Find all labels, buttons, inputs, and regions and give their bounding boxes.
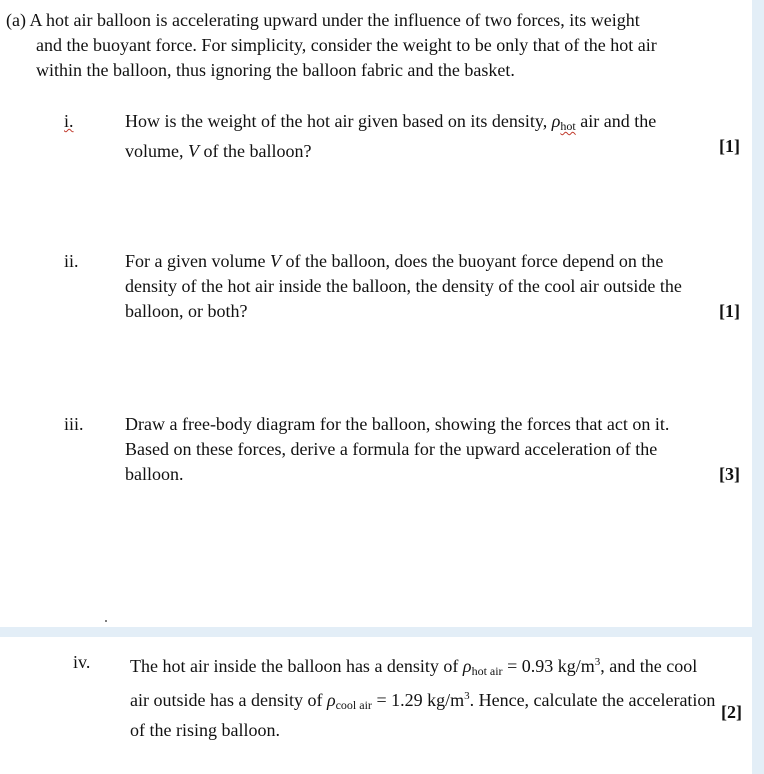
hot-air-subscript: hot air	[471, 664, 503, 678]
rho-symbol: ρ	[462, 656, 472, 676]
question-body	[130, 650, 746, 743]
question-number: iv.	[73, 652, 91, 672]
question-line: balloon.	[125, 464, 184, 484]
question-line: How is the weight of the hot air given based on its density, $\rho_{hot}$ air and the	[125, 111, 657, 133]
question-line: Based on these forces, derive a formula for the upward acceleration of the	[125, 439, 658, 459]
question-line: Draw a free-body diagram for the balloon, showing the forces that act on it.	[125, 414, 670, 434]
question-line: air outside has a density of $\rho_{cool air} = 1.29$ $kg/m^3$. Hence, calculate the acceleration	[130, 690, 716, 712]
marks-label: [1]	[719, 136, 740, 156]
volume-symbol: V	[269, 251, 281, 271]
intro-line: within the balloon, thus ignoring the balloon fabric and the basket.	[36, 60, 515, 80]
marks-label: [3]	[719, 464, 740, 484]
question-intro	[6, 8, 736, 83]
question-body	[125, 249, 744, 324]
marks-label: [1]	[719, 301, 740, 321]
stray-dot	[105, 620, 107, 622]
question-number: ii.	[64, 251, 79, 271]
volume-symbol: V	[188, 141, 199, 161]
question-line: of the rising balloon.	[130, 720, 280, 740]
question-number: iii.	[64, 414, 84, 434]
intro-line: (a) A hot air balloon is accelerating upward under the influence of two forces, its weight	[6, 10, 640, 30]
intro-line: and the buoyant force. For simplicity, consider the weight to be only that of the hot air	[36, 35, 657, 55]
rho-symbol: ρ	[326, 690, 336, 710]
cubic-exponent: 3	[594, 656, 601, 668]
question-body	[125, 109, 744, 164]
cubic-exponent: 3	[464, 690, 470, 702]
cool-air-subscript: cool air	[335, 698, 372, 712]
question-line: density of the hot air inside the balloon, the density of the cool air outside the	[125, 276, 682, 296]
hot-subscript: hot	[560, 119, 576, 133]
marks-label: [2]	[721, 702, 742, 722]
question-line: For a given volume V of the balloon, does the buoyant force depend on the	[125, 251, 664, 271]
rho-symbol: ρ	[551, 111, 561, 131]
question-body	[125, 412, 744, 487]
question-number: i.	[64, 111, 74, 131]
question-line: The hot air inside the balloon has a density of $\rho_{hot air} = 0.93$ $kg/m^3$, and the cool	[130, 656, 698, 678]
question-line: volume, V of the balloon?	[125, 141, 312, 161]
question-line: balloon, or both?	[125, 301, 248, 321]
